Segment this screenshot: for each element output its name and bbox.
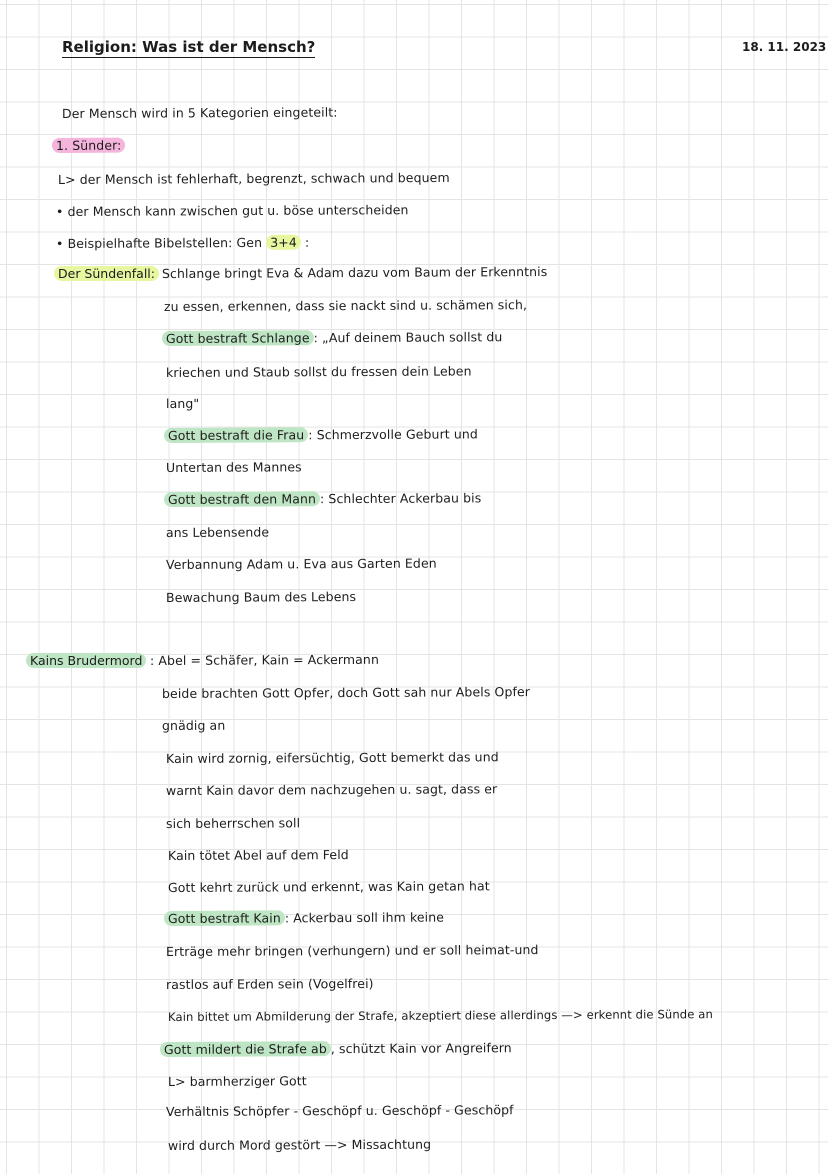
text-line: lang": [165, 395, 200, 411]
section-label-kain: [26, 653, 146, 668]
text-line: Bewachung Baum des Lebens: [165, 589, 357, 605]
text-line: L> der Mensch ist fehlerhaft, begrenzt, schwach und bequem: [57, 169, 450, 187]
highlight-punishment: Gott bestraft Kain: [164, 910, 285, 926]
suendenfall-label-text: Der Sündenfall:: [54, 266, 159, 281]
text-fragment: , schützt Kain vor Angreifern: [330, 1040, 512, 1057]
text-line: Untertan des Mannes: [165, 459, 302, 475]
text-line: Kain wird zornig, eifersüchtig, Gott bemerkt das und: [165, 749, 499, 766]
text-line: Verbannung Adam u. Eva aus Garten Eden: [165, 555, 437, 572]
intro-line: Der Mensch wird in 5 Kategorien eingeteilt:: [61, 104, 338, 121]
text-line: [56, 235, 309, 251]
text-line: Erträge mehr bringen (verhungern) und er soll heimat-und: [165, 942, 539, 959]
page-title-text: Religion: Was ist der Mensch?: [62, 38, 316, 56]
text-line: Schlange bringt Eva & Adam dazu vom Baum der Erkenntnis: [161, 263, 548, 281]
text-line: kriechen und Staub sollst du fressen dein Leben: [165, 363, 472, 380]
bible-ref-prefix: • Beispielhafte Bibelstellen: Gen: [55, 234, 263, 251]
category-sunder-label: 1. Sünder:: [52, 138, 126, 153]
highlight-punishment: Gott bestraft Schlange: [162, 330, 314, 346]
text-line: Gott kehrt zurück und erkennt, was Kain getan hat: [167, 878, 490, 895]
text-line: [164, 910, 444, 926]
page-date: 18. 11. 2023: [742, 40, 827, 54]
text-line: [162, 329, 502, 346]
text-line: wird durch Mord gestört —> Missachtung: [167, 1136, 432, 1153]
text-fragment: : Schlechter Ackerbau bis: [319, 490, 482, 507]
text-line: • der Mensch kann zwischen gut u. böse unterscheiden: [55, 202, 409, 219]
text-line: gnädig an: [161, 717, 226, 733]
text-line: rastlos auf Erden sein (Vogelfrei): [165, 975, 374, 992]
text-line: : Abel = Schäfer, Kain = Ackermann: [149, 651, 380, 668]
kain-label-text: Kains Brudermord: [26, 653, 146, 668]
text-line: warnt Kain davor dem nachzugehen u. sagt, dass er: [165, 781, 498, 798]
text-line: [160, 1040, 512, 1057]
text-line: Kain bittet um Abmilderung der Strafe, akzeptiert diese allerdings —> erkennt die Sünde an: [167, 1007, 713, 1024]
text-line: beide brachten Gott Opfer, doch Gott sah nur Abels Opfer: [161, 684, 531, 701]
text-line: zu essen, erkennen, dass sie nackt sind u. schämen sich,: [163, 297, 528, 314]
text-line: ans Lebensende: [165, 524, 270, 540]
page-title: [62, 38, 315, 56]
text-fragment: : „Auf deinem Bauch sollst du: [313, 329, 503, 346]
text-fragment: : Schmerzvolle Geburt und: [308, 426, 478, 443]
text-line: L> barmherziger Gott: [167, 1073, 307, 1089]
category-sunder: [52, 138, 126, 153]
text-line: [164, 490, 481, 507]
text-fragment: : Ackerbau soll ihm keine: [284, 909, 445, 926]
text-line: sich beherrschen soll: [165, 815, 301, 831]
highlight-mitigation: Gott mildert die Strafe ab: [160, 1041, 331, 1057]
text-line: Kain tötet Abel auf dem Feld: [167, 847, 349, 863]
section-label-suendenfall: [54, 266, 159, 281]
text-line: Verhältnis Schöpfer - Geschöpf u. Geschöpf - Geschöpf: [165, 1102, 514, 1119]
bible-ref-highlight: 3+4: [266, 235, 301, 250]
text-line: [164, 426, 478, 443]
highlight-punishment: Gott bestraft den Mann: [164, 491, 320, 507]
highlight-punishment: Gott bestraft die Frau: [164, 427, 308, 443]
bible-ref-suffix: :: [304, 234, 310, 250]
